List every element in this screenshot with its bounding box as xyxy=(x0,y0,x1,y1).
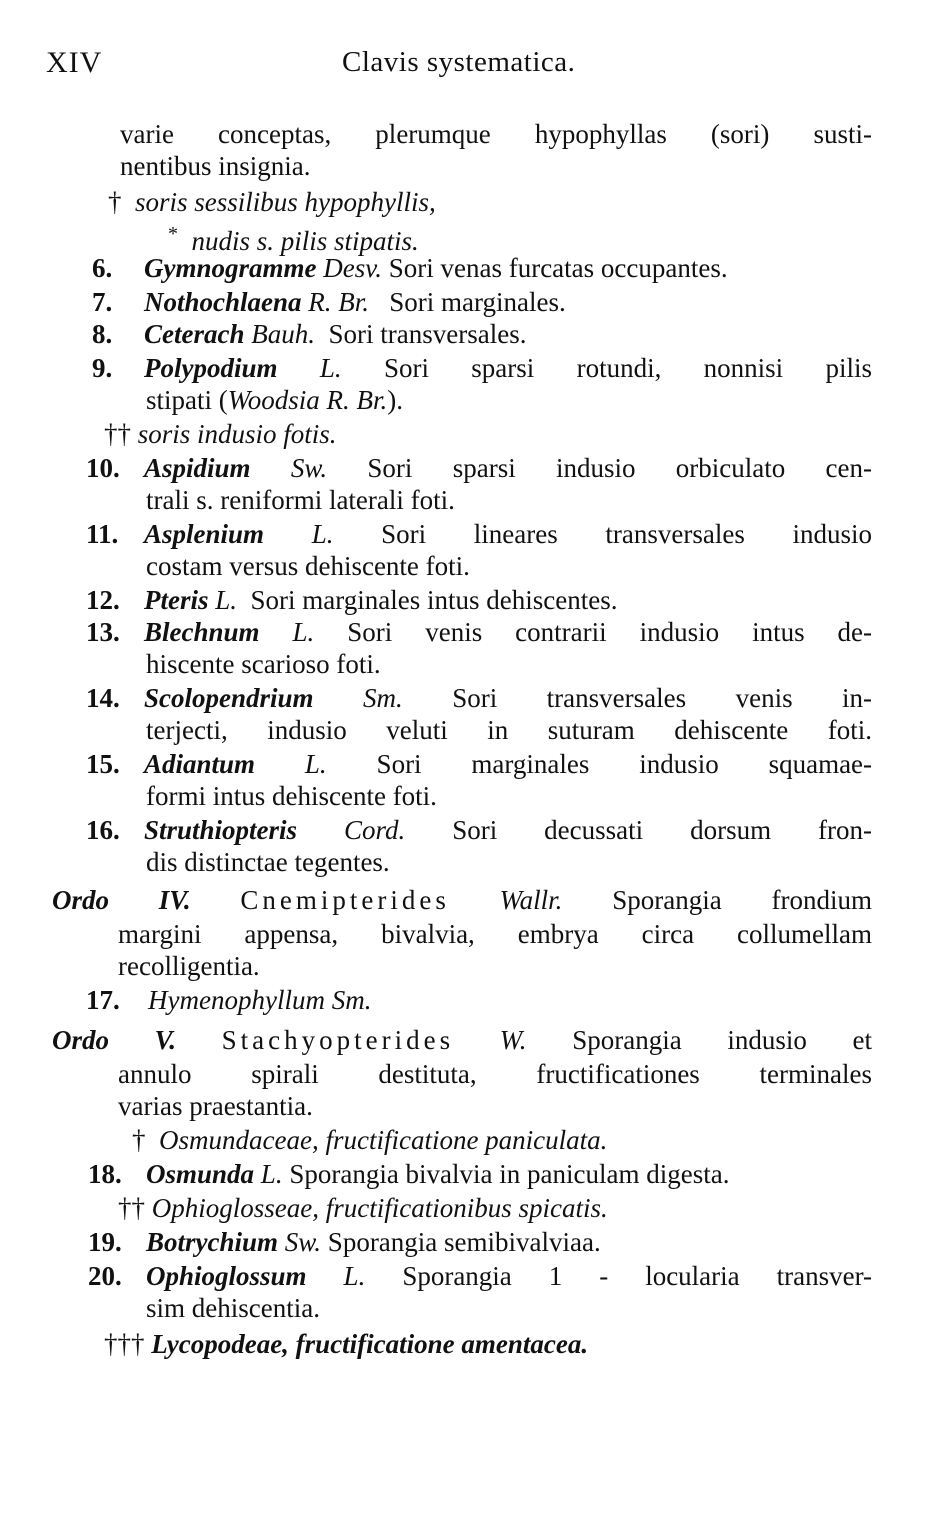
genus-entry-7: 7. Nothochlaena R. Br. Sori marginales. xyxy=(92,287,566,317)
text-line: recolligentia. xyxy=(118,951,260,981)
page-number: XIV xyxy=(46,46,103,79)
page-header xyxy=(0,46,930,86)
text-line: trali s. reniformi laterali foti. xyxy=(146,485,455,515)
asterisk-mark: * xyxy=(168,223,178,245)
asterisk-heading: * nudis s. pilis stipatis. xyxy=(168,223,419,256)
genus-entry-9: 9. Polypodium L. Sori sparsi rotundi, nonnisi pilis xyxy=(92,353,872,383)
dagger-mark: † xyxy=(108,187,122,217)
ordo-heading-4: Ordo IV. Cnemipterides Wallr. Sporangia frondium xyxy=(52,885,872,915)
text-line: varias praestantia. xyxy=(118,1091,313,1121)
genus-entry-15: 15. Adiantum L. Sori marginales indusio squamae- xyxy=(86,749,872,779)
genus-entry-11: 11. Asplenium L. Sori lineares transversales indusio xyxy=(86,519,872,549)
text-line: formi intus dehiscente foti. xyxy=(146,781,437,811)
running-title: Clavis systematica. xyxy=(342,46,576,78)
dagger-mark: †† xyxy=(118,1193,145,1223)
dagger-heading: † soris sessilibus hypophyllis, xyxy=(108,187,436,217)
double-dagger-heading: †† Ophioglosseae, fructificationibus spicatis. xyxy=(118,1193,608,1223)
genus-entry-6: 6. Gymnogramme Desv. Sori venas furcatas occupantes. xyxy=(92,253,728,283)
dagger-mark: †† xyxy=(104,419,131,449)
text-line: nentibus insignia. xyxy=(120,151,311,181)
text-line: margini appensa, bivalvia, embrya circa collumellam xyxy=(118,919,872,949)
text-line: hiscente scarioso foti. xyxy=(146,649,381,679)
text-line: dis distinctae tegentes. xyxy=(146,847,390,877)
genus-entry-14: 14. Scolopendrium Sm. Sori transversales venis in- xyxy=(86,683,872,713)
genus-entry-13: 13. Blechnum L. Sori venis contrarii indusio intus de- xyxy=(86,617,872,647)
genus-entry-17: 17. Hymenophyllum Sm. xyxy=(86,985,372,1015)
text-line: annulo spirali destituta, fructificationes terminales xyxy=(118,1059,872,1089)
text-line: sim dehiscentia. xyxy=(146,1293,320,1323)
text-line: varie conceptas, plerumque hypophyllas (sori) susti- xyxy=(120,119,872,149)
genus-entry-20: 20. Ophioglossum L. Sporangia 1 - locularia transver- xyxy=(88,1261,872,1291)
genus-entry-10: 10. Aspidium Sw. Sori sparsi indusio orbiculato cen- xyxy=(86,453,872,483)
dagger-heading: † Osmundaceae, fructificatione paniculata. xyxy=(132,1125,608,1155)
genus-entry-19: 19. Botrychium Sw. Sporangia semibivalviaa. xyxy=(88,1227,601,1257)
text-line: stipati (Woodsia R. Br.). xyxy=(146,385,404,415)
text-line: terjecti, indusio veluti in suturam dehiscente foti. xyxy=(146,715,872,745)
genus-entry-18: 18. Osmunda L. Sporangia bivalvia in paniculam digesta. xyxy=(88,1159,730,1189)
dagger-mark: † xyxy=(132,1125,146,1155)
triple-dagger-heading: ††† Lycopodeae, fructificatione amentacea. xyxy=(104,1329,589,1359)
genus-entry-16: 16. Struthiopteris Cord. Sori decussati dorsum fron- xyxy=(86,815,872,845)
genus-entry-8: 8. Ceterach Bauh. Sori transversales. xyxy=(92,319,527,349)
text-line: costam versus dehiscente foti. xyxy=(146,551,470,581)
dagger-mark: ††† xyxy=(104,1329,145,1359)
ordo-heading-5: Ordo V. Stachyopterides W. Sporangia indusio et xyxy=(52,1025,872,1055)
genus-entry-12: 12. Pteris L. Sori marginales intus dehiscentes. xyxy=(86,585,618,615)
double-dagger-heading: †† soris indusio fotis. xyxy=(104,419,337,449)
